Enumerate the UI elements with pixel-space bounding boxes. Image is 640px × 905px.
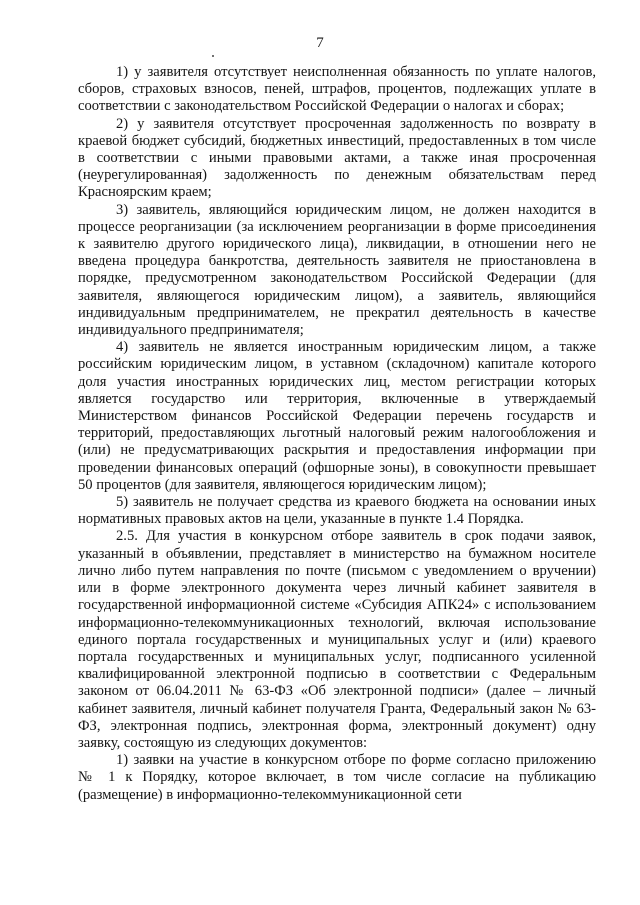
paragraph-condition-2: 2) у заявителя отсутствует просроченная задолженность по возврату в краевой бюджет субсидий, бюджетных инвестиций, предоставленных в том числе в соответствии с иными правовыми актами, а также иная просроченная (неурегулированная) задолженность по денежным обязательствам перед Красноярским краем; (78, 115, 596, 201)
paragraph-document-1: 1) заявки на участие в конкурсном отборе по форме согласно приложению № 1 к Порядку, которое включает, в том числе согласие на публикацию (размещение) в информационно-телекоммуникационной сети (78, 752, 596, 803)
page-number: 7 (316, 35, 324, 51)
paragraph-condition-5: 5) заявитель не получает средства из краевого бюджета на основании иных нормативных правовых актов на цели, указанные в пункте 1.4 Порядка. (78, 494, 596, 528)
paragraph-section-2-5: 2.5. Для участия в конкурсном отборе заявитель в срок подачи заявок, указанный в объявлении, представляет в министерство на бумажном носителе лично либо путем направления по почте (письмом с уведомлением о вручении) или в форме электронного документа через личный кабинет заявителя в государственной информационной системе «Субсидия АПК24» с использованием информационно-телекоммуникационных технологий, включая использование единого портала государственных и муниципальных услуг и (или) краевого портала государственных и муниципальных услуг, подписанного усиленной квалифицированной электронной подписью в соответствии с Федеральным законом от 06.04.2011 № 63-ФЗ «Об электронной подписи» (далее – личный кабинет заявителя, личный кабинет получателя Гранта, Федеральный закон № 63-ФЗ, электронная подпись, электронная форма, электронный документ) одну заявку, состоящую из следующих документов: (78, 528, 596, 751)
document-body (78, 64, 596, 804)
scan-speck (212, 55, 214, 57)
paragraph-condition-1: 1) у заявителя отсутствует неисполненная обязанность по уплате налогов, сборов, страховых взносов, пеней, штрафов, процентов, подлежащих уплате в соответствии с законодательством Российской Федерации о налогах и сборах; (78, 64, 596, 115)
paragraph-condition-4: 4) заявитель не является иностранным юридическим лицом, а также российским юридическим лицом, в уставном (складочном) капитале которого доля участия иностранных юридических лиц, местом регистрации которых является государство или территория, включенные в утверждаемый Министерством финансов Российской Федерации перечень государств и территорий, предоставляющих льготный налоговый режим налогообложения и (или) не предусматривающих раскрытия и предоставления информации при проведении финансовых операций (офшорные зоны), в совокупности превышает 50 процентов (для заявителя, являющегося юридическим лицом); (78, 339, 596, 493)
paragraph-condition-3: 3) заявитель, являющийся юридическим лицом, не должен находится в процессе реорганизации (за исключением реорганизации в форме присоединения к заявителю другого юридического лица), ликвидации, в отношении него не введена процедура банкротства, деятельность заявителя не приостановлена в порядке, предусмотренном законодательством Российской Федерации (для заявителя, являющегося юридическим лицом), а заявитель, являющийся индивидуальным предпринимателем, не прекратил деятельность в качестве индивидуального предпринимателя; (78, 201, 596, 339)
